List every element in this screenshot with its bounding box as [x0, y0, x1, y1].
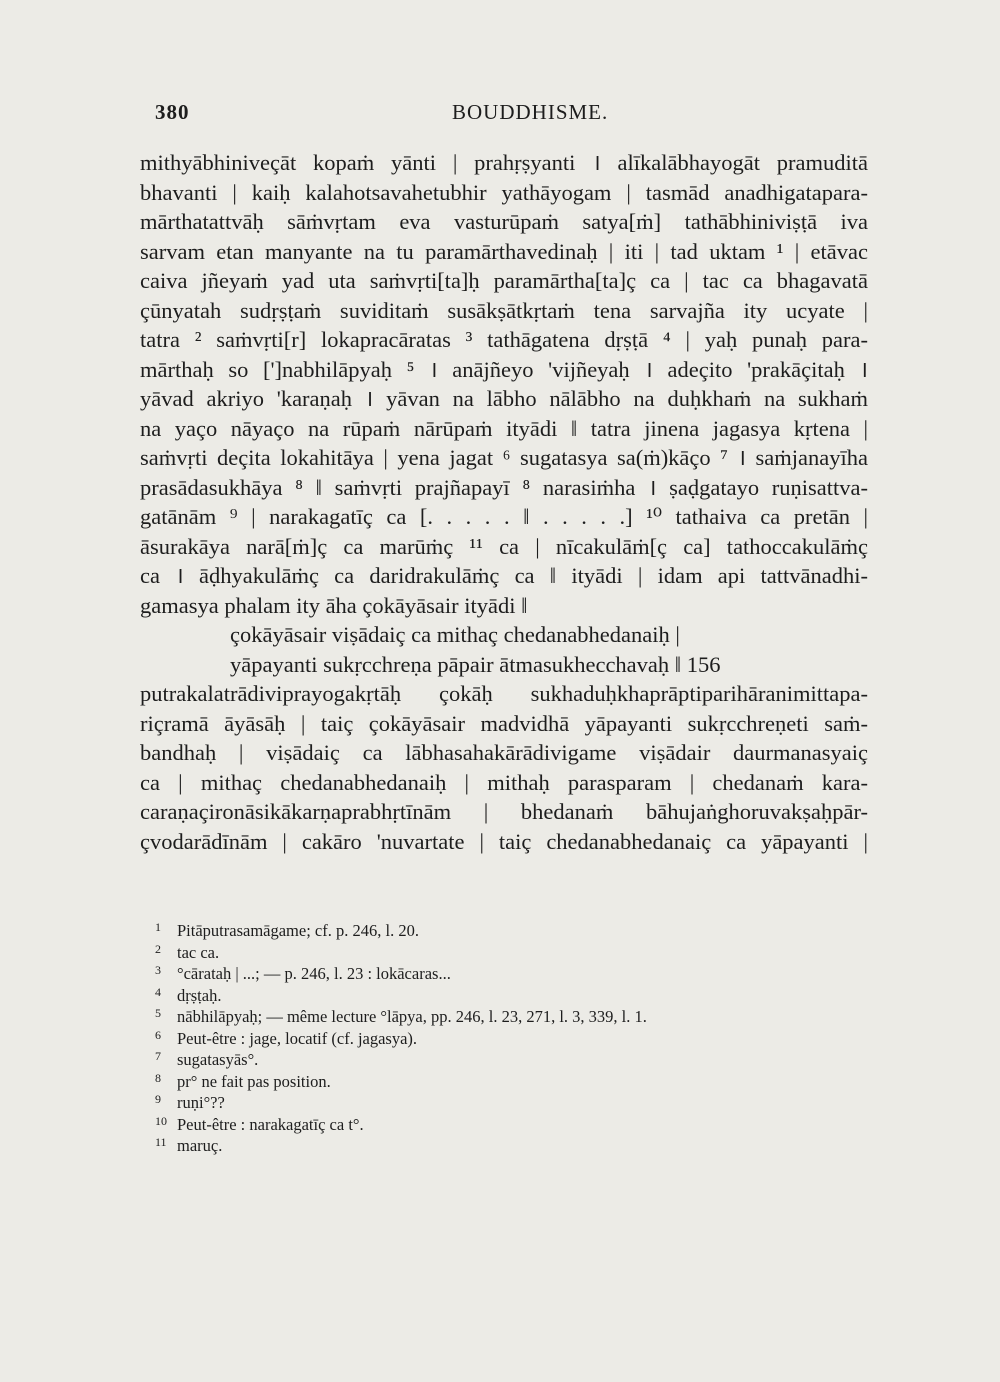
footnote [155, 1071, 775, 1093]
text-line: bandhaḥ | viṣādaiç ca lābhasahakārādivigame viṣādair daurmanasyaiç [140, 740, 868, 765]
footnote-text: nābhilāpyaḥ; — même lecture °lāpya, pp. 246, l. 23, 271, l. 3, 339, l. 1. [177, 1007, 647, 1026]
text-line: tatra ² saṁvṛti[r] lokapracāratas ³ tathāgatena dṛṣṭā ⁴ | yaḥ punaḥ para- [140, 327, 868, 352]
text-line: āsurakāya narā[ṁ]ç ca marūṁç ¹¹ ca | nīcakulāṁ[ç ca] tathoccakulāṁç [140, 533, 868, 559]
footnotes [155, 920, 775, 1157]
text-line: bhavanti | kaiḥ kalahotsavahetubhir yathāyogam | tasmād anadhigataparа- [140, 179, 868, 205]
footnote-text: dṛṣṭaḥ. [177, 985, 222, 1005]
footnote-text: sugatasyās°. [177, 1050, 259, 1069]
footnote-text: maruç. [177, 1136, 223, 1155]
footnote-number: 1 [155, 920, 161, 934]
footnote [155, 963, 775, 985]
text-line: ca । āḍhyakulāṁç ca daridrakulāṁç ca ‖ ityādi | idam api tattvānadhi- [140, 563, 868, 588]
text-line: mārthaḥ so [']nabhilāpyaḥ ⁵ । anājñeyo 'vijñeyaḥ । adeçito 'prakāçitaḥ । [140, 356, 868, 382]
text-line: putrakalatrādiviprayogakṛtāḥ çokāḥ sukhaduḥkhaprāptiparihāranimittapa- [140, 681, 868, 706]
footnote-text: Peut-être : jage, locatif (cf. jagasya). [177, 1028, 418, 1048]
footnote-number: 5 [155, 1006, 161, 1020]
text-line: mithyābhiniveçāt kopaṁ yānti | prahṛṣyanti । alīkalābhayogāt pramuditā [140, 150, 868, 175]
footnote [155, 985, 775, 1007]
footnote-number: 3 [155, 963, 161, 977]
footnote [155, 942, 775, 964]
footnote-text: pr° ne fait pas position. [177, 1071, 331, 1091]
footnote [155, 1114, 775, 1136]
footnote [155, 1049, 775, 1071]
text-line: riçramā āyāsāḥ | taiç çokāyāsair madvidhā yāpayanti sukṛcchreṇeti saṁ- [140, 710, 868, 736]
verse-line: gamasya phalam ity āha çokāyāsair ityādi ‖ [140, 592, 528, 618]
page-header [140, 100, 885, 130]
footnote-number: 8 [155, 1070, 161, 1085]
body-text [140, 148, 868, 856]
footnote [155, 920, 775, 942]
text-line: ca | mithaç chedanabhedanaiḥ | mithaḥ parasparam | chedanaṁ kara- [140, 769, 868, 795]
text-line: mārthatattvāḥ sāṁvṛtam eva vasturūpaṁ satya[ṁ] tathābhiniviṣṭā iva [140, 209, 868, 234]
footnote-text: tac ca. [177, 942, 220, 962]
footnote-number: 7 [155, 1049, 161, 1063]
footnote-text: Pitāputrasamāgame; cf. p. 246, l. 20. [177, 921, 419, 940]
text-line: prasādasukhāya ⁸ ‖ saṁvṛti prajñapayī ⁸ narasiṁha । ṣaḍgatayo ruṇisattva- [140, 474, 868, 500]
running-head: BOUDDHISME. [452, 100, 609, 124]
footnote-number: 10 [155, 1113, 167, 1128]
footnote [155, 1006, 775, 1028]
footnote-number: 9 [155, 1092, 161, 1106]
page-number: 380 [155, 100, 190, 124]
text-line: gatānām ⁹ | narakagatīç ca [. . . . . ‖ . . . . .] ¹⁰ tathaiva ca pretān | [140, 504, 868, 529]
footnote-number: 11 [155, 1135, 167, 1149]
text-line: yāvad akriyo 'karaṇaḥ । yāvan na lābho nālābho na duḥkhaṁ na sukhaṁ [140, 386, 868, 411]
footnote [155, 1092, 775, 1114]
footnote-text: °cārataḥ | ...; — p. 246, l. 23 : lokācaras... [177, 964, 451, 983]
text-line: saṁvṛti deçita lokahitāya | yena jagat ⁶ sugatasya sa(ṁ)kāço ⁷ । saṁjanayīha [140, 445, 868, 470]
footnote [155, 1028, 775, 1050]
footnote-text: Peut-être : narakagatīç ca t°. [177, 1114, 364, 1134]
text-line: caiva jñeyaṁ yad uta saṁvṛti[ta]ḥ paramārtha[ta]ç ca | tac ca bhagavatā [140, 268, 868, 293]
text-line: sarvam etan manyante na tu paramārthavedinaḥ | iti | tad uktam ¹ | etāvac [140, 238, 868, 264]
verse-line: çokāyāsair viṣādaiç ca mithaç chedanabhedanaiḥ | [230, 622, 680, 647]
footnote [155, 1135, 775, 1157]
footnote-number: 4 [155, 984, 161, 999]
text-line: caraṇaçironāsikākarṇaprabhṛtīnām | bhedanaṁ bāhujaṅghoruvakṣaḥpār- [140, 799, 868, 824]
footnote-text: ruṇi°?? [177, 1093, 225, 1112]
text-line: çvodarādīnām | cakāro 'nuvartate | taiç chedanabhedanaiç ca yāpayanti | [140, 828, 868, 854]
text-line: na yaço nāyaço na rūpaṁ nārūpaṁ ityādi ‖ tatra jinena jagasya kṛtena | [140, 415, 868, 441]
verse-line: yāpayanti sukṛcchreṇa pāpair ātmasukhecchavaḥ ‖ 156 [230, 651, 721, 677]
text-line: çūnyatah sudṛṣṭaṁ suviditaṁ susākṣātkṛtaṁ tena sarvajña ity ucyate | [140, 297, 868, 323]
footnote-number: 6 [155, 1027, 161, 1042]
footnote-number: 2 [155, 941, 161, 956]
